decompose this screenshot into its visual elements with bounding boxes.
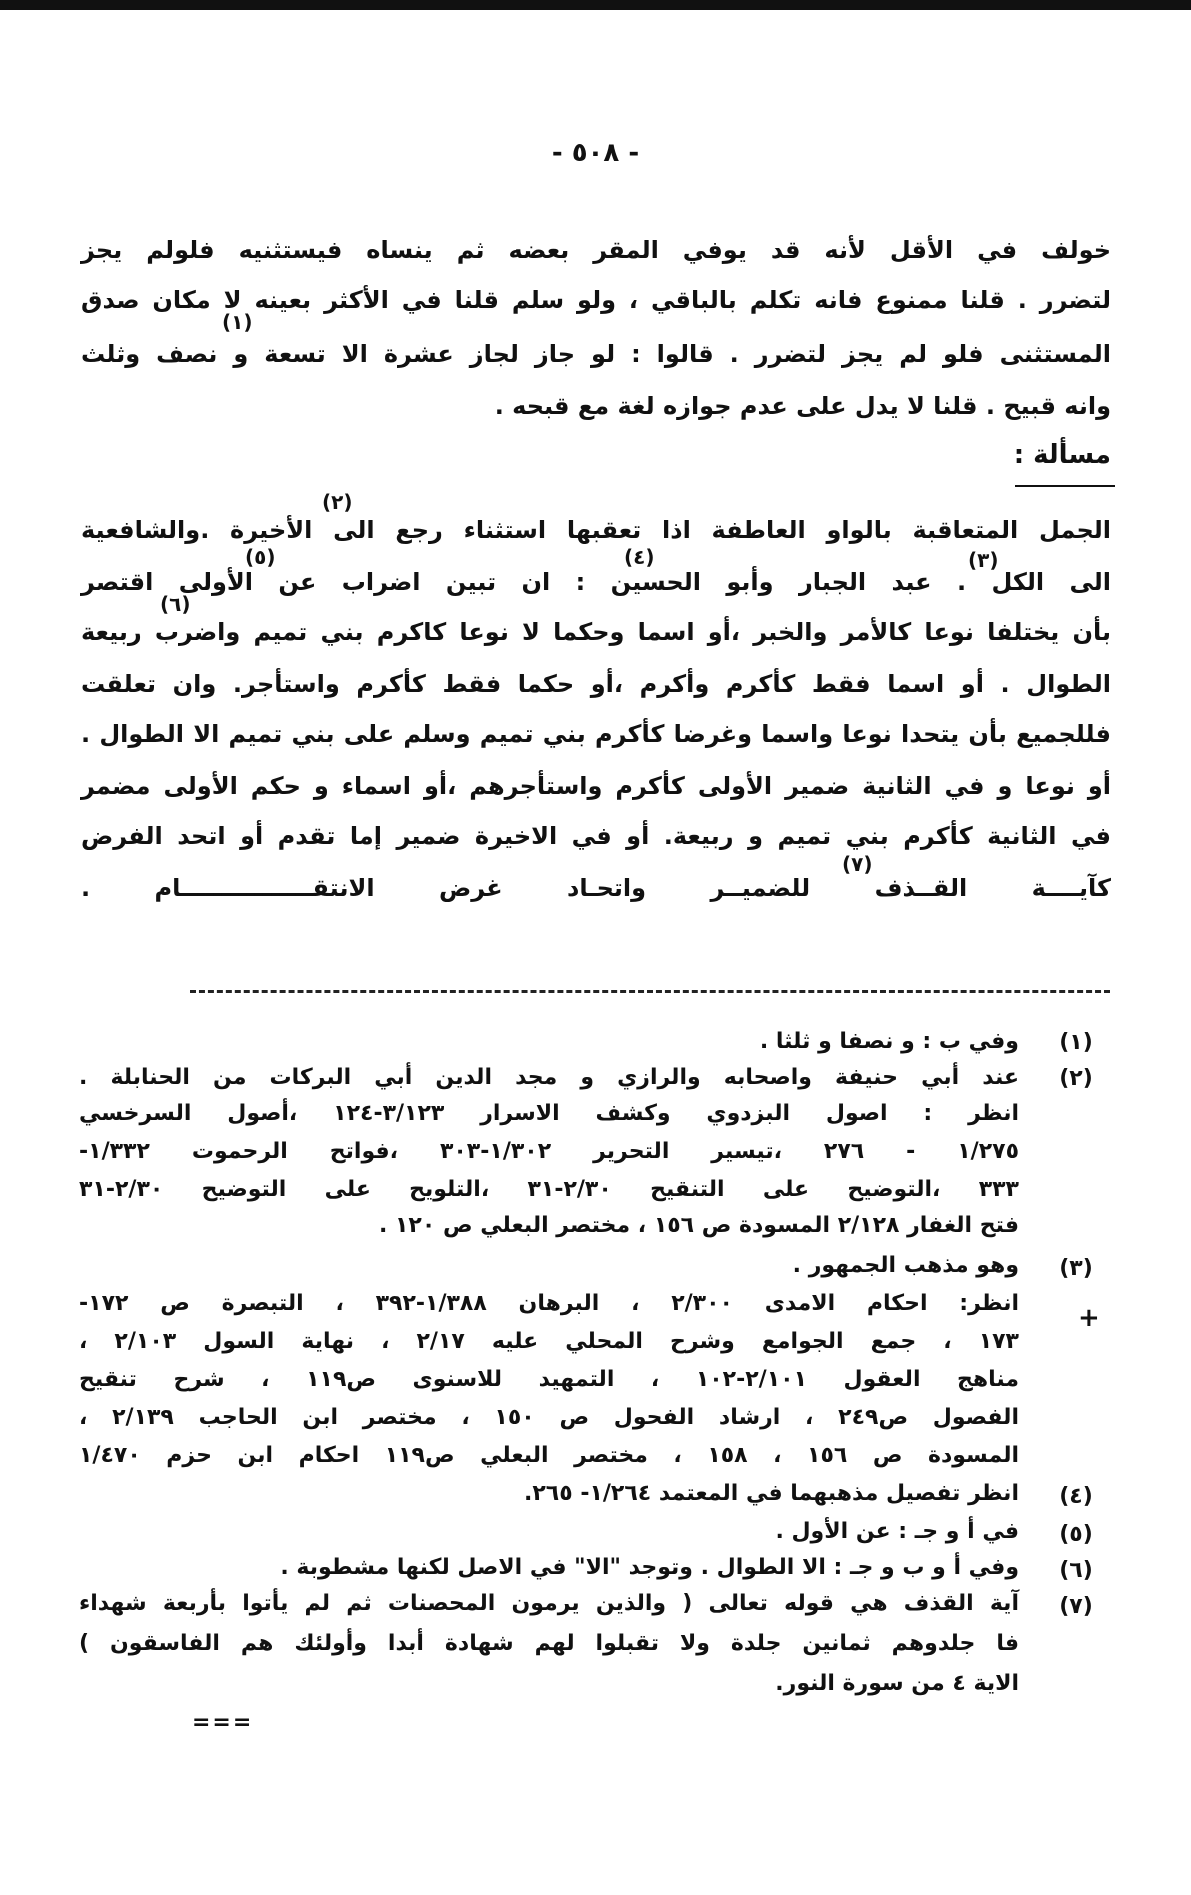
footnote-line: وهو مذهب الجمهور . [792,1253,1019,1278]
body-line: المستثنى فلو لم يجز لتضرر . قالوا : لو جاز لجاز عشرة الا تسعة و نصف وثلث [81,340,1111,368]
footnote-ref: (٢) [322,490,353,514]
footnote-line: المسودة ص ١٥٦ ، ١٥٨ ، مختصر البعلي ص١١٩ احكام ابن حزم ١/٤٧٠ [79,1443,1019,1468]
footnote-number: (٢) [1059,1066,1093,1091]
footnote-ref: (٤) [624,545,655,569]
body-line: في الثانية كأكرم بني تميم و ربيعة. أو في الاخيرة ضمير إما تقدم أو اتحد الفرض [81,822,1111,850]
footnote-line: عند أبي حنيفة واصحابه والرازي و مجد الدين أبي البركات من الحنابلة . [79,1065,1019,1090]
footnote-line: وفي ب : و نصفا و ثلثا . [759,1029,1019,1054]
footnote-line: وفي أ و ب و جـ : الا الطوال . وتوجد "الا" في الاصل لكنها مشطوبة . [280,1555,1019,1580]
footnote-line: انظر تفصيل مذهبهما في المعتمد ١/٢٦٤- ٢٦٥. [524,1481,1019,1506]
margin-mark: + [1078,1303,1100,1333]
footnote-line: مناهج العقول ٢/١٠١-١٠٢ ، التمهيد للاسنوى ص١١٩ ، شرح تنقيح [79,1367,1019,1392]
footnote-line: انظر: احكام الامدى ٢/٣٠٠ ، البرهان ١/٣٨٨-٣٩٢ ، التبصرة ص ١٧٢- [79,1291,1019,1316]
page-number: - ٥٠٨ - [551,138,640,168]
end-mark: === [192,1710,254,1735]
body-line: الى الكل . عبد الجبار وأبو الحسين : ان تبين اضراب عن الأولى اقتصر [81,568,1111,596]
footnote-separator [190,990,1110,993]
footnote-line: الاية ٤ من سورة النور. [775,1671,1019,1696]
footnote-line: ٣٣٣ ،التوضيح على التنقيح ٢/٣٠-٣١ ،التلويح على التوضيح ٢/٣٠-٣١ [79,1177,1019,1202]
footnote-line: فتح الغفار ٢/١٢٨ المسودة ص ١٥٦ ، مختصر البعلي ص ١٢٠ . [378,1213,1019,1238]
body-line: لتضرر . قلنا ممنوع فانه تكلم بالباقي ، ولو سلم قلنا في الأكثر بعينه لا مكان صدق [81,286,1111,314]
footnote-number: (٤) [1059,1484,1093,1509]
body-line: خولف في الأقل لأنه قد يوفي المقر بعضه ثم ينساه فيستثنيه فلولم يجز [81,236,1111,264]
heading-underline [1015,485,1115,487]
body-line: أو نوعا و في الثانية ضمير الأولى كأكرم واستأجرهم ،أو اسماء و حكم الأولى مضمر [81,772,1111,800]
footnote-number: (٣) [1059,1256,1093,1281]
footnote-number: (٥) [1059,1522,1093,1547]
footnote-line: انظر : اصول البزدوي وكشف الاسرار ٣/١٢٣-١٢٤ ،أصول السرخسي [79,1101,1019,1126]
body-line: وانه قبيح . قلنا لا يدل على عدم جوازه لغة مع قبحه . [494,392,1111,420]
body-line: كآيــــة القــذف للضميــر واتحـاد غرض الانتقــــــــــــــــام . [81,874,1111,902]
footnote-line: ١٧٣ ، جمع الجوامع وشرح المحلي عليه ٢/١٧ ، نهاية السول ٢/١٠٣ ، [79,1329,1019,1354]
footnote-ref: (٦) [160,592,191,616]
body-line: بأن يختلفا نوعا كالأمر والخبر ،أو اسما وحكما لا نوعا كاكرم بني تميم واضرب ربيعة [81,618,1111,646]
section-heading: مسألة : [1013,440,1111,470]
footnote-ref: (٣) [968,548,999,572]
footnote-line: الفصول ص٢٤٩ ، ارشاد الفحول ص ١٥٠ ، مختصر ابن الحاجب ٢/١٣٩ ، [79,1405,1019,1430]
body-line: الجمل المتعاقبة بالواو العاطفة اذا تعقبها استثناء رجع الى الأخيرة .والشافعية [81,516,1111,544]
footnote-ref: (٥) [245,545,276,569]
footnote-number: (١) [1059,1030,1093,1055]
footnote-number: (٦) [1059,1558,1093,1583]
footnote-line: ١/٢٧٥ - ٢٧٦ ،تيسير التحرير ١/٣٠٢-٣٠٣ ،فواتح الرحموت ١/٣٣٢- [79,1139,1019,1164]
footnote-ref: (٧) [842,852,873,876]
footnote-line: فا جلدوهم ثمانين جلدة ولا تقبلوا لهم شهادة أبدا وأولئك هم الفاسقون ) [79,1631,1019,1656]
body-line: فللجميع بأن يتحدا نوعا واسما وغرضا كأكرم بني تميم وسلم على بني تميم الا الطوال . [81,720,1111,748]
footnote-line: آية القذف هي قوله تعالى ( والذين يرمون المحصنات ثم لم يأتوا بأربعة شهداء [79,1591,1019,1616]
footnote-number: (٧) [1059,1594,1093,1619]
footnote-ref: (١) [222,310,253,334]
body-line: الطوال . أو اسما فقط كأكرم وأكرم ،أو حكما فقط كأكرم واستأجر. وان تعلقت [81,670,1111,698]
footnote-line: في أ و جـ : عن الأول . [775,1519,1019,1544]
